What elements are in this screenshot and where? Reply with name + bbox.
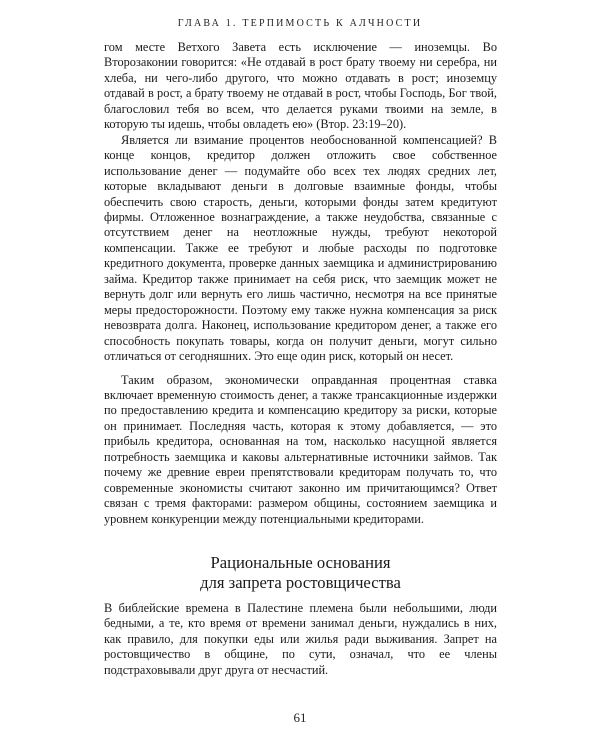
paragraph-interest-compensation: Является ли взимание процентов необоснованной компенсацией? В конце концов, кредитор должен отложить свое собственное использование денег — подумайте обо всех тех людях средних лет, которые вкладывают деньги в долговые взаимные фонды, чтобы обеспечить свою старость, деньги, которыми фонды затем кредитуют фирмы. Отложенное вознаграждение, а также неудобства, связанные с отсутствием денег на неотложные нужды, требуют некоторой компенсации. Также ее требуют и любые расходы по подготовке кредитного документа, проверке данных заемщика и администрированию займа. Кредитор также принимает на себя риск, что заемщик может не вернуть долг или вернуть его лишь частично, несмотря на все принятые меры предосторожности. Поэтому ему также нужна компенсация за риск невозврата долга. Наконец, использование кредитором денег, а также его способность покупать товары, когда он получит деньги, могут сильно отличаться от сегодняшних. Это еще один риск, который он несет. <box>104 132 497 364</box>
paragraph-continuation: гом месте Ветхого Завета есть исключение — иноземцы. Во Второзаконии говорится: «Не отдавай в рост брату твоему ни серебра, ни хлеба, ни чего-либо другого, что можно отдавать в рост; иноземцу отдавай в рост, а брату твоему не отдавай в рост, чтобы Господь, Бог твой, благословил тебя во всем, что делается руками твоими на земле, в которую ты идешь, чтобы овладеть ею» (Втор. 23:19–20). <box>104 40 497 132</box>
section-heading-line-1: Рациональные основания <box>210 553 391 572</box>
section-heading <box>104 553 497 593</box>
paragraph-interest-rate: Таким образом, экономически оправданная процентная ставка включает временную стоимость денег, а также трансакционные издержки по предоставлению кредита и компенсацию кредитору за риски, которые он принимает. Последняя часть, которая к этому добавляется, — это прибыль кредитора, основанная на том, насколько насущной является потребность заемщика и каковы альтернативные источники займов. Так почему же древние евреи препятствовали кредиторам получать то, что современные экономисты считают законно им причитающимся? Ответ связан с тремя факторами: размером общины, состоянием заемщика и уровнем конкуренции между потенциальными кредиторами. <box>104 372 497 526</box>
page-number: 61 <box>293 710 307 725</box>
body-text <box>104 40 497 527</box>
section-heading-line-2: для запрета ростовщичества <box>200 573 401 592</box>
paragraph-biblical-times: В библейские времена в Палестине племена были небольшими, люди бедными, а те, кто время от времени занимал деньги, нуждались в них, как правило, для покупки еды или жилья ради выживания. Запрет на ростовщичество в общине, по сути, означал, что ее члены подстраховывали друг друга от несчастий. <box>104 601 497 677</box>
section-body-text <box>104 601 497 678</box>
running-head: ГЛАВА 1. ТЕРПИМОСТЬ К АЛЧНОСТИ <box>177 18 423 29</box>
